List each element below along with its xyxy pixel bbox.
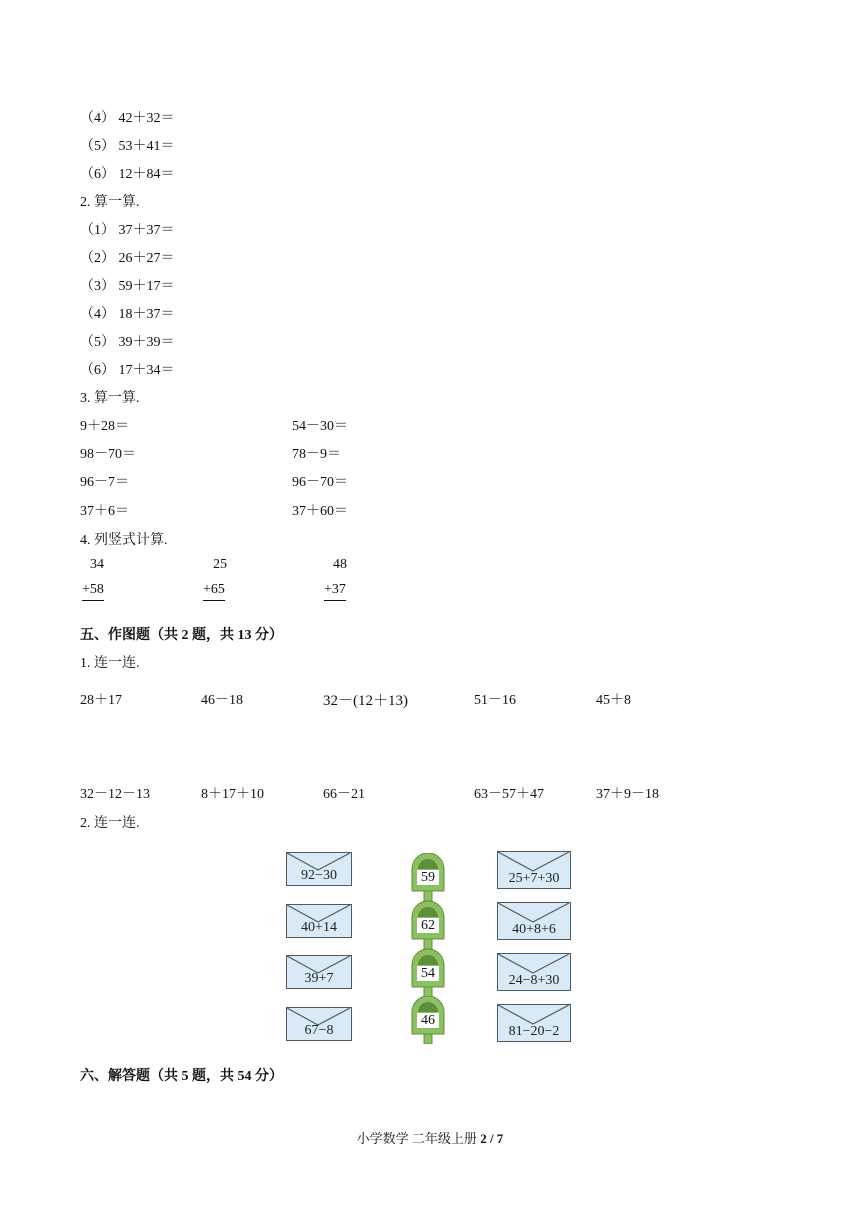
envelope-left bbox=[286, 1007, 352, 1041]
mailbox bbox=[409, 853, 447, 901]
vertical-calc-bottom: +65 bbox=[203, 581, 225, 601]
exercise-line: （3） 59＋17＝ bbox=[80, 279, 175, 294]
page-footer bbox=[0, 1128, 860, 1147]
match-expression-top: 46－18 bbox=[201, 693, 243, 708]
envelope-label: 81−20−2 bbox=[508, 1024, 560, 1039]
question-heading: 2. 算一算. bbox=[80, 195, 140, 210]
question-heading: 2. 连一连. bbox=[80, 816, 140, 831]
envelope-right bbox=[497, 851, 571, 889]
vertical-calc-top: 25 bbox=[213, 557, 227, 572]
envelope-right bbox=[497, 902, 571, 940]
vertical-calc-bottom: +58 bbox=[82, 581, 104, 601]
exercise-line: 98－70＝ bbox=[80, 447, 136, 462]
envelope-label: 67−8 bbox=[304, 1023, 334, 1038]
page-number: 2 / 7 bbox=[480, 1131, 504, 1146]
exercise-line: 9＋28＝ bbox=[80, 419, 129, 434]
question-heading: 4. 列竖式计算. bbox=[80, 533, 168, 548]
exercise-line: 96－70＝ bbox=[292, 475, 348, 490]
match-expression-bottom: 63－57＋47 bbox=[474, 787, 544, 802]
vertical-calc-top: 34 bbox=[90, 557, 104, 572]
exercise-line: 37＋6＝ bbox=[80, 504, 129, 519]
envelope-label: 40+8+6 bbox=[512, 922, 556, 937]
exercise-line: （2） 26＋27＝ bbox=[80, 251, 175, 266]
exercise-line: （5） 53＋41＝ bbox=[80, 139, 175, 154]
match-expression-top: 51－16 bbox=[474, 693, 516, 708]
envelope-right bbox=[497, 1004, 571, 1042]
match-expression-bottom: 32－12－13 bbox=[80, 787, 150, 802]
section-heading: 五、作图题（共 2 题，共 13 分） bbox=[80, 628, 283, 643]
envelope-left bbox=[286, 955, 352, 989]
exercise-line: （6） 12＋84＝ bbox=[80, 167, 175, 182]
exercise-line: （5） 39＋39＝ bbox=[80, 335, 175, 350]
envelope-label: 92−30 bbox=[301, 868, 337, 883]
exercise-line: 54－30＝ bbox=[292, 419, 348, 434]
exercise-line: （6） 17＋34＝ bbox=[80, 363, 175, 378]
envelope-label: 24−8+30 bbox=[508, 973, 560, 988]
mailbox-number: 59 bbox=[417, 870, 439, 885]
exercise-line: （4） 18＋37＝ bbox=[80, 307, 175, 322]
match-expression-bottom: 66－21 bbox=[323, 787, 365, 802]
envelope-left bbox=[286, 904, 352, 938]
exercise-line: 96－7＝ bbox=[80, 475, 129, 490]
match-expression-top: 28＋17 bbox=[80, 693, 122, 708]
envelope-label: 39+7 bbox=[304, 971, 334, 986]
envelope-label: 40+14 bbox=[301, 920, 337, 935]
match-expression-bottom: 8＋17＋10 bbox=[201, 787, 264, 802]
mailbox bbox=[409, 949, 447, 997]
question-heading: 3. 算一算. bbox=[80, 391, 140, 406]
envelope-right bbox=[497, 953, 571, 991]
vertical-calc-bottom: +37 bbox=[324, 581, 346, 601]
mailbox bbox=[409, 996, 447, 1044]
section-heading: 六、解答题（共 5 题，共 54 分） bbox=[80, 1069, 283, 1084]
envelope-label: 25+7+30 bbox=[508, 871, 560, 886]
exercise-line: 37＋60＝ bbox=[292, 504, 348, 519]
match-expression-bottom: 37＋9－18 bbox=[596, 787, 659, 802]
footer-text: 小学数学 二年级上册 bbox=[356, 1131, 477, 1146]
exercise-line: 78－9＝ bbox=[292, 447, 341, 462]
mailbox-number: 62 bbox=[417, 918, 439, 933]
match-expression-top: 45＋8 bbox=[596, 693, 631, 708]
exercise-line: （4） 42＋32＝ bbox=[80, 111, 175, 126]
exercise-line: （1） 37＋37＝ bbox=[80, 223, 175, 238]
match-expression-top: 32－(12＋13) bbox=[323, 693, 408, 709]
envelope-left bbox=[286, 852, 352, 886]
question-heading: 1. 连一连. bbox=[80, 656, 140, 671]
vertical-calc-top: 48 bbox=[333, 557, 347, 572]
mailbox bbox=[409, 901, 447, 949]
mailbox-number: 46 bbox=[417, 1013, 439, 1028]
mailbox-number: 54 bbox=[417, 966, 439, 981]
